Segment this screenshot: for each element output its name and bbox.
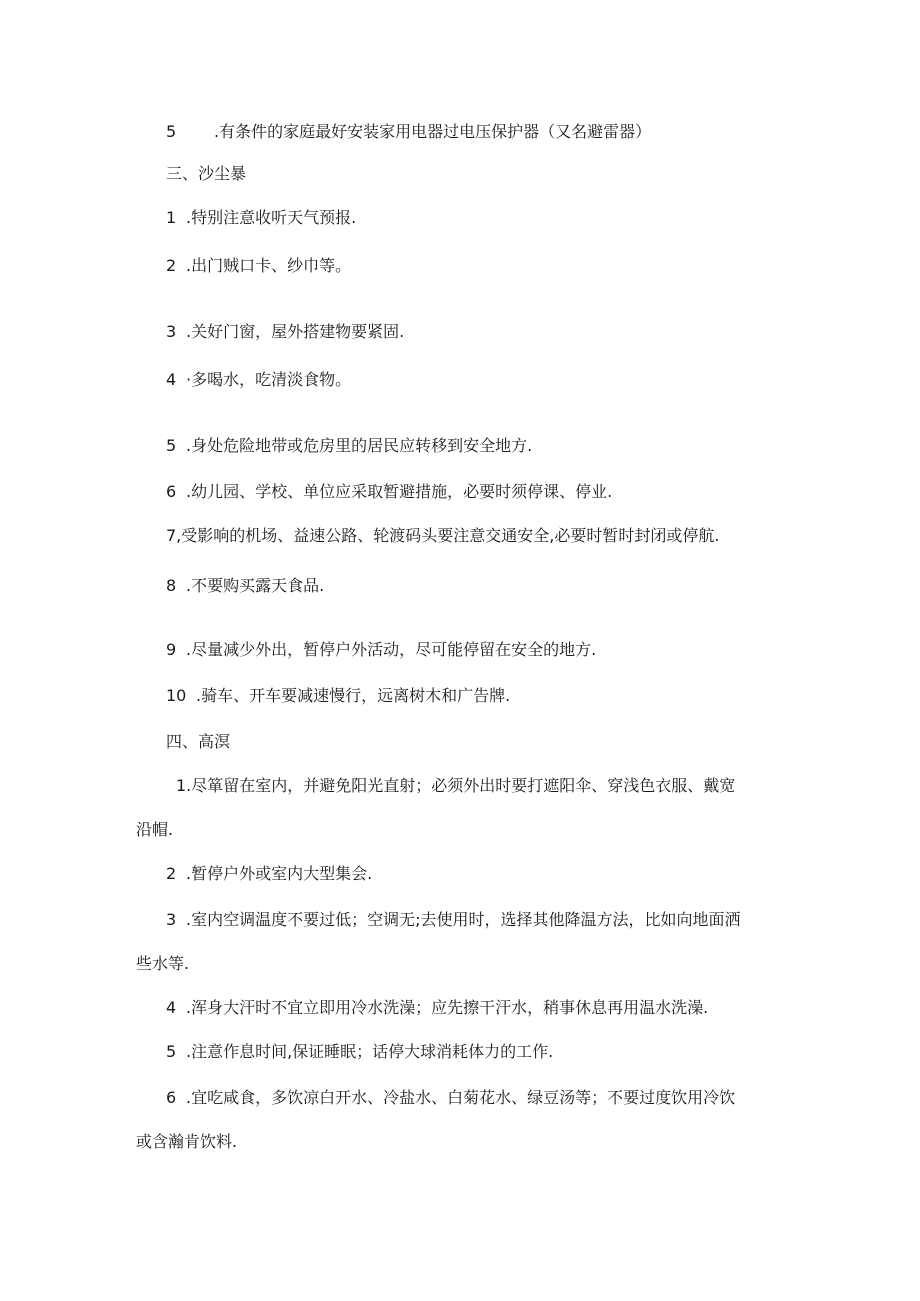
item-text: .骑车、开车要减速慢行，远离树木和广告牌. [196,686,511,705]
list-item [166,864,372,884]
list-item [166,910,740,930]
item-text: 7,受影响的机场、益速公路、轮渡码头要注意交通安全,必要时暂时封闭或停航. [166,526,720,545]
list-item [166,370,351,390]
item-text: .有条件的家庭最好安装家用电器过电压保护器（又名避雷器） [214,122,652,141]
list-item [166,482,612,502]
list-item [166,256,351,276]
list-item [166,640,596,660]
item-text: .注意作息时间,保证睡眠；话停大球消耗体力的工作. [186,1042,554,1061]
item-text: 1.尽箪留在室内，并避免阳光直射；必须外出时要打遮阳伞、穿浅色衣服、戴宽 [176,776,736,795]
item-text: .特别注意收听天气预报. [186,208,357,227]
list-item [166,1042,553,1062]
list-item [176,776,735,796]
item-number: 1 [166,208,177,227]
item-number: 4 [166,998,177,1017]
list-item [166,1088,735,1108]
item-text: .浑身大汗时不宜立即用冷水洗澡；应先擦干汗水，稍事休息再用温水洗澡. [186,998,709,1017]
item-number: 2 [166,864,177,883]
item-number: 6 [166,1088,177,1107]
item-text: .关好门窗，屋外搭建物要紧固. [186,322,405,341]
item-text: .幼儿园、学校、单位应采取暂避措施，必要时须停课、停业. [186,482,613,501]
list-item [166,526,719,546]
section-heading: 三、沙尘暴 [166,164,247,183]
item-number: 3 [166,910,177,929]
item-number: 5 [166,436,177,455]
item-continuation: 沿帽. [136,820,174,839]
item-number: 5 [166,1042,177,1061]
item-number: 2 [166,256,177,275]
item-text: .室内空调温度不要过低；空调无;去使用时，选择其他降温方法，比如向地面洒 [186,910,741,929]
item-text: .身处危险地带或危房里的居民应转移到安全地方. [186,436,533,455]
item-number: 4 [166,370,177,389]
list-item [166,576,324,596]
list-item [166,998,708,1018]
item-number: 8 [166,576,177,595]
item-text: .暂停户外或室内大型集会. [186,864,373,883]
item-text: ·多喝水，吃清淡食物。 [186,370,352,389]
item-text: .尽量减少外出，暂停户外活动，尽可能停留在安全的地方. [186,640,597,659]
item-continuation: 些水等. [136,954,190,973]
item-number: 10 [166,686,187,705]
list-item [166,436,532,456]
list-item [166,122,651,142]
item-continuation: 或含瀚肯饮料. [136,1132,238,1151]
item-number: 3 [166,322,177,341]
list-item [166,322,404,342]
item-number: 5 [166,122,177,141]
list-item [166,686,510,706]
item-text: .不要购买露天食品. [186,576,325,595]
list-item [166,208,356,228]
item-text: .宜吃咸食，多饮凉白开水、冷盐水、白菊花水、绿豆汤等；不要过度饮用冷饮 [186,1088,736,1107]
item-number: 6 [166,482,177,501]
item-number: 9 [166,640,177,659]
item-text: .出门贼口卡、纱巾等。 [186,256,352,275]
section-heading: 四、高溟 [166,732,231,751]
